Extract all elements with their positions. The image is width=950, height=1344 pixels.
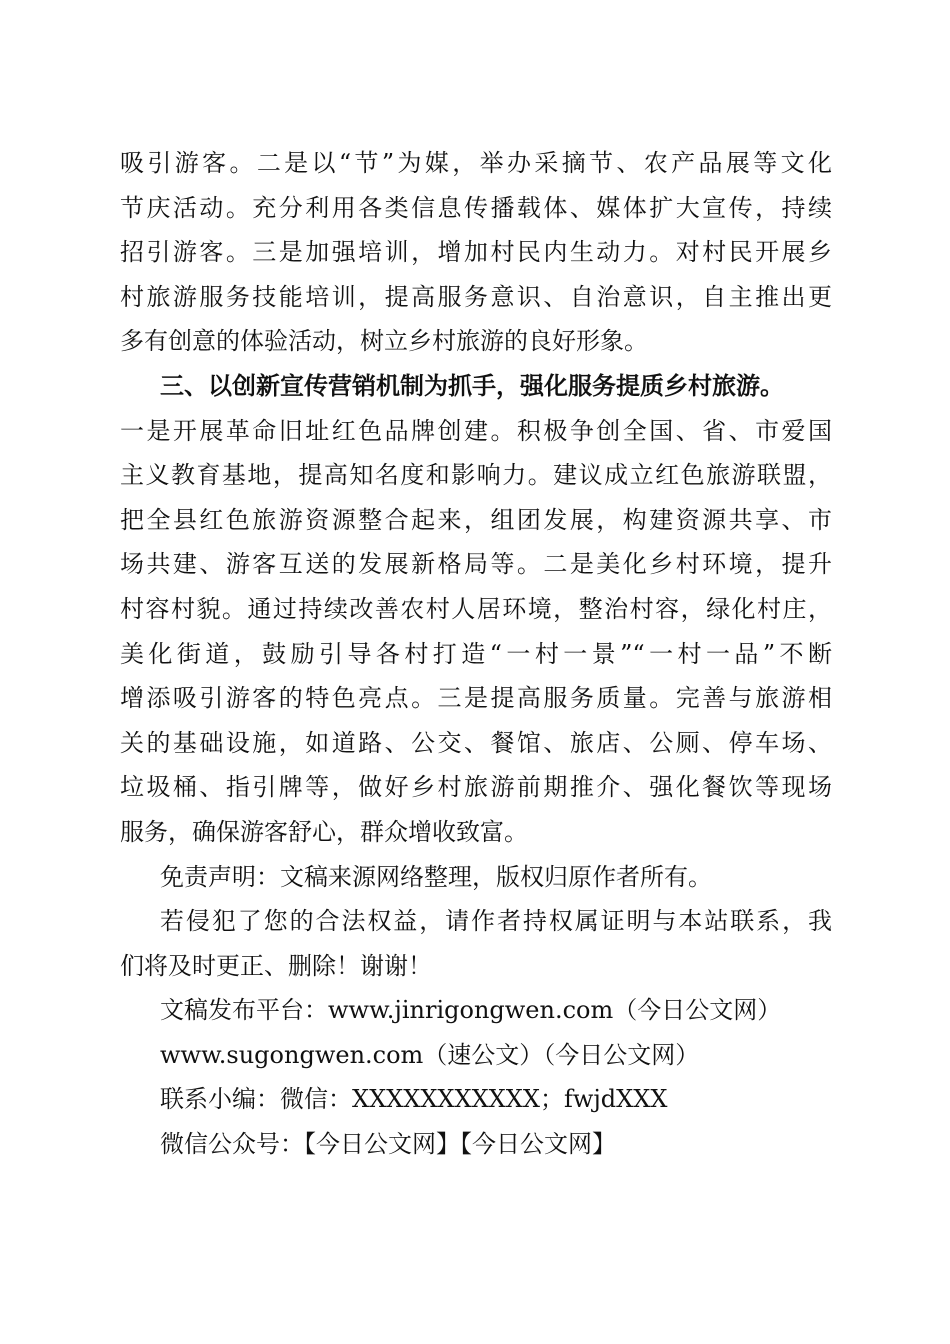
wechat-official-account: 微信公众号：【今日公文网】【今日公文网】: [160, 1130, 616, 1159]
disclaimer-text: 免责声明：文稿来源网络整理，版权归原作者所有。: [160, 862, 712, 891]
secondary-site: www.sugongwen.com（速公文）（今日公文网）: [160, 1040, 700, 1069]
text-line: 村容村貌。通过持续改善农村人居环境，整治村容，绿化村庄，: [120, 594, 832, 623]
text-line: 招引游客。三是加强培训，增加村民内生动力。对村民开展乡: [120, 238, 832, 267]
text-line: 们将及时更正、删除！谢谢！: [120, 951, 432, 980]
text-line: 场共建、游客互送的发展新格局等。二是美化乡村环境，提升: [120, 550, 832, 579]
text-line: 垃圾桶、指引牌等，做好乡村旅游前期推介、强化餐饮等现场: [120, 773, 832, 802]
section-heading-3: 三、以创新宣传营销机制为抓手，强化服务提质乡村旅游。: [160, 371, 784, 400]
text-line: 节庆活动。充分利用各类信息传播载体、媒体扩大宣传，持续: [120, 193, 832, 222]
text-line: 村旅游服务技能培训，提高服务意识、自治意识，自主推出更: [120, 282, 832, 311]
editor-contact: 联系小编：微信：XXXXXXXXXXX；fwjdXXX: [160, 1085, 668, 1114]
text-line: 吸引游客。二是以“节”为媒，举办采摘节、农产品展等文化: [120, 149, 832, 177]
paragraph-rural-tourism-training: [120, 141, 832, 364]
document-body: [120, 141, 832, 1167]
text-line: 主义教育基地，提高知名度和影响力。建议成立红色旅游联盟，: [120, 461, 832, 490]
paragraph-marketing-mechanism: [120, 409, 832, 855]
text-line: 服务，确保游客舒心，群众增收致富。: [120, 817, 528, 846]
text-line: 美化街道，鼓励引导各村打造“一村一景”“一村一品”不断: [120, 639, 832, 668]
infringement-notice: [120, 899, 832, 988]
text-line: 若侵犯了您的合法权益，请作者持权属证明与本站联系，我: [160, 907, 832, 936]
text-line: 关的基础设施，如道路、公交、餐馆、旅店、公厕、停车场、: [120, 728, 832, 757]
text-line: 多有创意的体验活动，树立乡村旅游的良好形象。: [120, 327, 648, 356]
publishing-platform: 文稿发布平台：www.jinrigongwen.com（今日公文网）: [160, 996, 782, 1025]
text-line: 把全县红色旅游资源整合起来，组团发展，构建资源共享、市: [120, 505, 832, 534]
text-line: 一是开展革命旧址红色品牌创建。积极争创全国、省、市爱国: [120, 416, 832, 445]
text-line: 增添吸引游客的特色亮点。三是提高服务质量。完善与旅游相: [120, 684, 832, 713]
